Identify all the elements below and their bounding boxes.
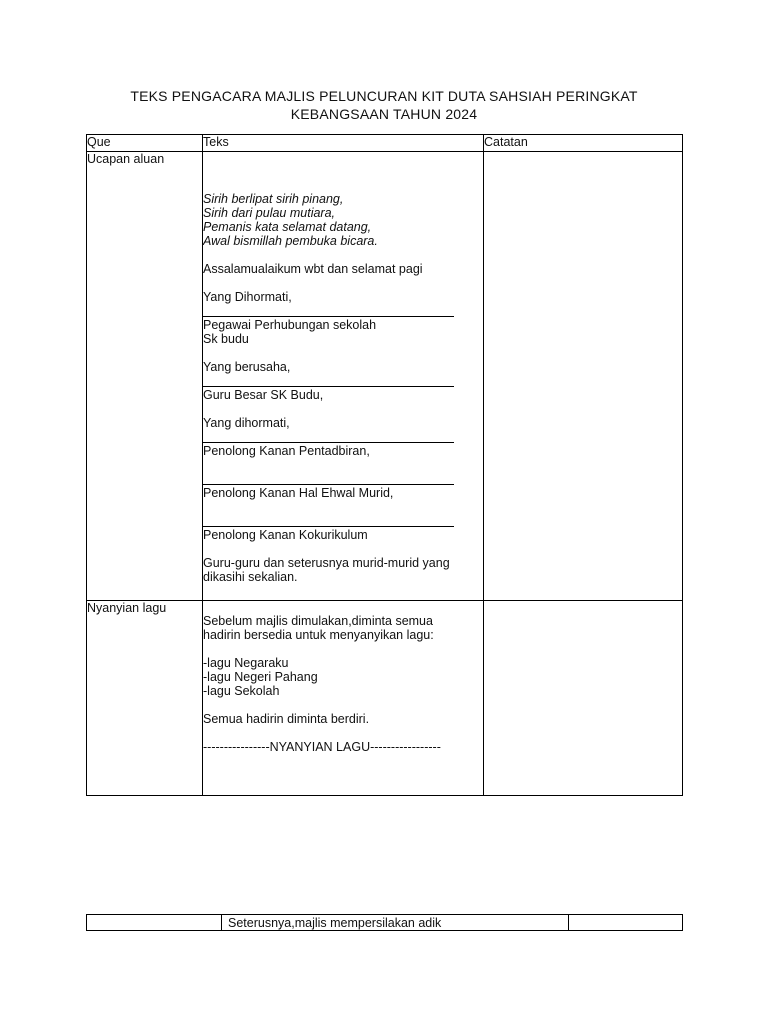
name-blank-line: [203, 374, 454, 387]
name-blank-line: [203, 430, 454, 443]
cue-cell: [87, 915, 222, 931]
header-catatan: Catatan: [484, 135, 683, 152]
title-line-2: KEBANGSAAN TAHUN 2024: [290, 106, 478, 122]
instruction-line: Semua hadirin diminta berdiri.: [203, 712, 370, 726]
text-cell: [203, 601, 484, 796]
pantun-line: Sirih dari pulau mutiara,: [203, 206, 336, 220]
greeting-line: Assalamualaikum wbt dan selamat pagi: [203, 262, 423, 276]
table-row: [87, 915, 683, 931]
song-item: -lagu Negaraku: [203, 656, 289, 670]
document-title: [100, 87, 668, 123]
intro-line: Sebelum majlis dimulakan,diminta semua: [203, 614, 433, 628]
title-line-1: TEKS PENGACARA MAJLIS PELUNCURAN KIT DUTA SAHSIAH PERINGKAT: [130, 88, 638, 104]
song-item: -lagu Sekolah: [203, 684, 280, 698]
pantun-line: Awal bismillah pembuka bicara.: [203, 234, 378, 248]
respect-intro: Yang berusaha,: [203, 360, 291, 374]
closing-line: Guru-guru dan seterusnya murid-murid yang: [203, 556, 450, 570]
notes-cell: [569, 915, 683, 931]
text-cell: [203, 152, 484, 601]
script-table: [86, 134, 683, 796]
pantun-line: Pemanis kata selamat datang,: [203, 220, 372, 234]
respect-intro: Yang Dihormati,: [203, 290, 292, 304]
cue-cell: Nyanyian lagu: [87, 601, 203, 796]
intro-line: hadirin bersedia untuk menyanyikan lagu:: [203, 628, 434, 642]
name-blank-line: [203, 472, 454, 485]
cue-cell: Ucapan aluan: [87, 152, 203, 601]
name-blank-line: [203, 304, 454, 317]
notes-cell: [484, 152, 683, 601]
name-blank-line: [203, 514, 454, 527]
continuation-table: [86, 914, 683, 931]
respect-title: Penolong Kanan Kokurikulum: [203, 528, 368, 542]
section-divider: ----------------NYANYIAN LAGU-----------------: [203, 740, 441, 754]
respect-title: Penolong Kanan Hal Ehwal Murid,: [203, 486, 394, 500]
table-header-row: [87, 135, 683, 152]
respect-intro: Yang dihormati,: [203, 416, 290, 430]
text-cell: Seterusnya,majlis mempersilakan adik: [222, 915, 569, 931]
respect-title: Sk budu: [203, 332, 249, 346]
notes-cell: [484, 601, 683, 796]
pantun-line: Sirih berlipat sirih pinang,: [203, 192, 344, 206]
table-row: [87, 152, 683, 601]
respect-title: Guru Besar SK Budu,: [203, 388, 324, 402]
song-item: -lagu Negeri Pahang: [203, 670, 318, 684]
header-que: Que: [87, 135, 203, 152]
closing-line: dikasihi sekalian.: [203, 570, 298, 584]
respect-title: Pegawai Perhubungan sekolah: [203, 318, 377, 332]
table-row: [87, 601, 683, 796]
header-teks: Teks: [203, 135, 484, 152]
respect-title: Penolong Kanan Pentadbiran,: [203, 444, 370, 458]
